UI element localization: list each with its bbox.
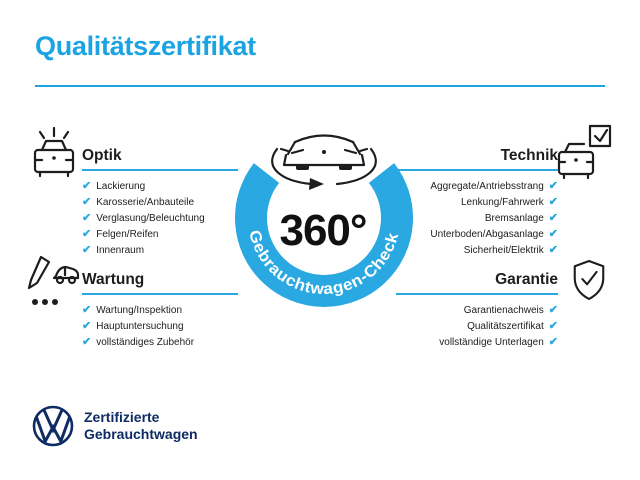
check-icon: ✔: [548, 335, 558, 348]
check-item: [396, 302, 558, 318]
check-icon: ✔: [82, 243, 92, 256]
check-item-label: Karosserie/Anbauteile: [96, 196, 195, 208]
check-item: [396, 226, 558, 242]
check-icon: ✔: [548, 179, 558, 192]
check-item: [82, 210, 238, 226]
check-icon: ✔: [548, 195, 558, 208]
footer-claim: [84, 409, 198, 443]
section-title-technik: Technik: [396, 147, 558, 171]
title-divider: [35, 85, 605, 87]
check-icon: ✔: [82, 179, 92, 192]
section-technik: [396, 147, 558, 258]
check-icon: ✔: [548, 211, 558, 224]
check-item-label: Wartung/Inspektion: [96, 304, 183, 316]
check-item: [82, 318, 238, 334]
check-item-label: Verglasung/Beleuchtung: [96, 212, 205, 224]
check-icon: ✔: [548, 243, 558, 256]
360-check-ring: [228, 112, 420, 314]
check-item-label: Hauptuntersuchung: [96, 320, 184, 332]
check-item: [396, 178, 558, 194]
check-item: [82, 302, 238, 318]
section-garantie: [396, 271, 558, 350]
page-title: Qualitätszertifikat: [35, 31, 256, 61]
check-item-label: Innenraum: [96, 244, 145, 256]
check-item-label: Aggregate/Antriebsstrang: [430, 180, 544, 192]
check-item: [396, 334, 558, 350]
check-item-label: Felgen/Reifen: [96, 228, 159, 240]
check-item: [82, 334, 238, 350]
degree-label: 360°: [279, 206, 367, 255]
footer-claim-line2: Gebrauchtwagen: [84, 426, 198, 442]
section-optik: [82, 147, 238, 258]
check-icon: ✔: [548, 319, 558, 332]
section-title-wartung: Wartung: [82, 271, 238, 295]
check-icon: ✔: [82, 211, 92, 224]
check-icon: ✔: [82, 195, 92, 208]
footer-claim-line1: Zertifizierte: [84, 409, 160, 425]
section-wartung: [82, 271, 238, 350]
check-item: [396, 210, 558, 226]
check-item: [396, 242, 558, 258]
sparkling-car-icon: [28, 124, 80, 180]
vw-logo-icon: [31, 404, 75, 448]
wartung-checklist: [82, 295, 238, 350]
check-icon: ✔: [548, 227, 558, 240]
check-item: [82, 178, 238, 194]
check-item: [396, 194, 558, 210]
check-item-label: Lenkung/Fahrwerk: [460, 196, 544, 208]
check-item-label: Lackierung: [96, 180, 146, 192]
section-title-optik: Optik: [82, 147, 238, 171]
rotating-car-icon: [272, 136, 376, 191]
technik-checklist: [396, 171, 558, 258]
check-item-label: Sicherheit/Elektrik: [463, 244, 544, 256]
check-item-label: vollständiges Zubehör: [96, 336, 195, 348]
check-item-label: Qualitätszertifikat: [467, 320, 544, 332]
check-icon: ✔: [82, 335, 92, 348]
ring-label: Gebrauchtwagen-Check: [245, 228, 403, 299]
check-item-label: vollständige Unterlagen: [439, 336, 544, 348]
check-item-label: Garantienachweis: [463, 304, 544, 316]
garantie-checklist: [396, 295, 558, 350]
check-item: [396, 318, 558, 334]
shield-check-icon: [570, 258, 608, 302]
service-checklist-icon: [26, 254, 82, 312]
car-checkbox-icon: [556, 124, 614, 182]
check-icon: ✔: [82, 227, 92, 240]
check-item: [82, 226, 238, 242]
check-item-label: Bremsanlage: [484, 212, 544, 224]
check-item: [82, 194, 238, 210]
check-icon: ✔: [82, 303, 92, 316]
optik-checklist: [82, 171, 238, 258]
check-icon: ✔: [548, 303, 558, 316]
check-item: [82, 242, 238, 258]
section-title-garantie: Garantie: [396, 271, 558, 295]
check-icon: ✔: [82, 319, 92, 332]
check-item-label: Unterboden/Abgasanlage: [430, 228, 544, 240]
